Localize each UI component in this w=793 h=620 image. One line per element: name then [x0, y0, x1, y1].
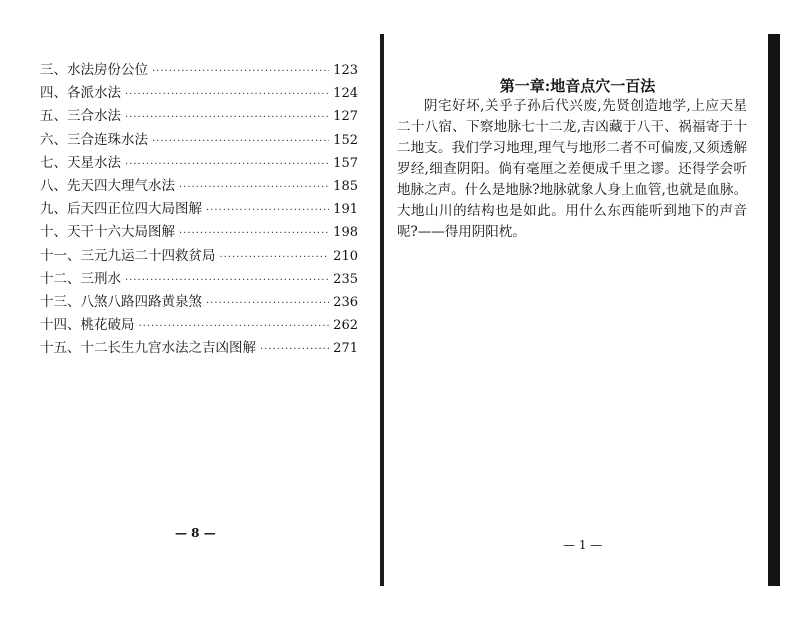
toc-leader-dots: [206, 206, 329, 216]
toc-entry: [40, 151, 358, 174]
chapter-body-text: 阴宅好坏,关乎子孙后代兴废,先贤创造地学,上应天星二十八宿、下察地脉七十二龙,吉凶藏于八干、祸福寄于十二地支。我们学习地理,理气与地形二者不可偏废,又须透解罗经,细查阴阳。倘有毫厘之差便成千里之谬。还得学会听地脉之声。什么是地脉?地脉就象人身上血管,也就是血脉。大地山川的结构也是如此。用什么东西能听到地下的声音呢?——得用阴阳枕。: [397, 98, 747, 240]
toc-entry-title: 八、先天四大理气水法: [40, 177, 175, 194]
toc-entry-title: 七、天星水法: [40, 154, 121, 171]
toc-entry: [40, 267, 358, 290]
toc-entry: [40, 313, 358, 336]
toc-entry: [40, 128, 358, 151]
toc-leader-dots: [125, 160, 329, 170]
toc-leader-dots: [220, 253, 330, 263]
toc-entry-title: 六、三合连珠水法: [40, 131, 148, 148]
toc-leader-dots: [152, 137, 329, 147]
toc-entry-title: 十一、三元九运二十四救贫局: [40, 247, 216, 264]
toc-entry: [40, 81, 358, 104]
left-page-number: — 8 —: [175, 526, 216, 540]
toc-entry-page: 236: [333, 294, 358, 310]
toc-entry: [40, 290, 358, 313]
book-spine: [380, 34, 384, 586]
toc-entry: [40, 244, 358, 267]
toc-entry-page: 124: [333, 86, 358, 102]
toc-leader-dots: [152, 67, 329, 77]
toc-entry-title: 三、水法房份公位: [40, 62, 148, 78]
toc-entry-title: 四、各派水法: [40, 85, 121, 102]
toc-leader-dots: [125, 90, 329, 100]
toc-entry-title: 十二、三刑水: [40, 270, 121, 287]
toc-entry-title: 十、天干十六大局图解: [40, 224, 175, 241]
toc-entry-title: 十五、十二长生九宫水法之吉凶图解: [40, 340, 256, 357]
chapter-title: 第一章:地音点穴一百法: [499, 77, 656, 95]
table-of-contents: [40, 58, 358, 359]
toc-leader-dots: [125, 276, 329, 286]
toc-entry-page: 235: [333, 271, 358, 287]
toc-leader-dots: [179, 183, 329, 193]
toc-entry-title: 十四、桃花破局: [40, 317, 135, 334]
toc-entry-page: 271: [333, 341, 358, 357]
toc-entry-page: 210: [333, 248, 358, 264]
toc-leader-dots: [125, 113, 329, 123]
toc-entry-page: 191: [333, 202, 358, 218]
page-edge-shadow: [768, 34, 780, 586]
toc-entry: [40, 336, 358, 359]
toc-entry-title: 十三、八煞八路四路黄泉煞: [40, 293, 202, 310]
toc-entry-title: 九、后天四正位四大局图解: [40, 201, 202, 218]
toc-entry-page: 127: [333, 109, 358, 125]
toc-entry: [40, 197, 358, 220]
toc-entry: [40, 104, 358, 127]
toc-leader-dots: [206, 299, 329, 309]
toc-leader-dots: [179, 229, 329, 239]
toc-entry-page: 157: [333, 155, 358, 171]
toc-leader-dots: [260, 345, 329, 355]
toc-entry-page: 123: [333, 63, 358, 78]
toc-entry-page: 185: [333, 178, 358, 194]
toc-entry-page: 198: [333, 225, 358, 241]
toc-entry-page: 152: [333, 132, 358, 148]
toc-entry-page: 262: [333, 318, 358, 334]
right-page-number: — 1 —: [563, 538, 603, 552]
toc-leader-dots: [139, 322, 330, 332]
toc-entry: [40, 174, 358, 197]
toc-entry: [40, 220, 358, 243]
toc-entry: [40, 58, 358, 81]
toc-entry-title: 五、三合水法: [40, 108, 121, 125]
